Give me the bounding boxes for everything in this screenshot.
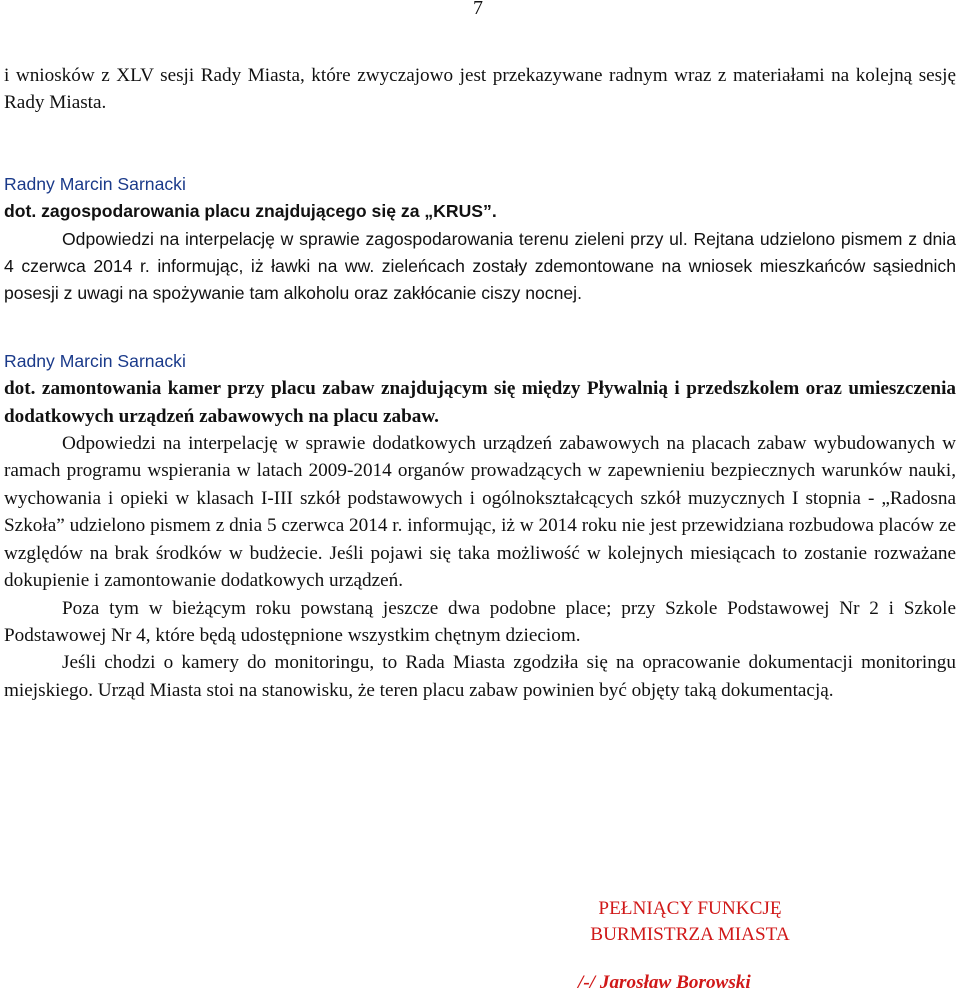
interpellation-subject: dot. zamontowania kamer przy placu zabaw znajdującym się między Pływalnią i przedszkolem oraz umieszczenia dodatkowych urządzeń zabawowych na placu zabaw.: [4, 378, 956, 427]
signature-title-line1: PEŁNIĄCY FUNKCJĘ: [598, 898, 782, 919]
interpellation-section-1: [4, 171, 956, 308]
answer-paragraph: Odpowiedzi na interpelację w sprawie dodatkowych urządzeń zabawowych na placach zabaw wybudowanych w ramach programu wspierania w latach 2009-2014 organów prowadzących w zapewnieniu bezpiecznych warunków nauki, wychowania i opieki w klasach I-III szkół podstawowych i ogólnokształcących szkół muzycznych I stopnia - „Radosna Szkoła” udzielono pismem z dnia 5 czerwca 2014 r. informując, iż w 2014 roku nie jest przewidziana rozbudowa placów ze względów na brak środków w budżecie. Jeśli pojawi się taka możliwość w kolejnych miesiącach to zostanie rozważane dokupienie i zamontowanie dodatkowych urządzeń.: [4, 433, 956, 592]
page-number: 7: [473, 0, 483, 19]
signer-name: /-/ Jarosław Borowski: [578, 972, 751, 993]
councillor-name: Radny Marcin Sarnacki: [4, 173, 186, 194]
spacer: [4, 308, 956, 348]
signature-block: [530, 896, 850, 948]
intro-paragraph: i wniosków z XLV sesji Rady Miasta, które zwyczajowo jest przekazywane radnym wraz z materiałami na kolejną sesję Rady Miasta.: [4, 65, 956, 114]
interpellation-answer: Odpowiedzi na interpelację w sprawie zagospodarowania terenu zieleni przy ul. Rejtana udzielono pismem z dnia 4 czerwca 2014 r. informując, iż ławki na ww. zieleńcach zostały zdemontowane na wniosek mieszkańców sąsiednich posesji z uwagi na spożywanie tam alkoholu oraz zakłócanie ciszy nocnej.: [4, 228, 956, 304]
interpellation-section-2: [4, 348, 956, 704]
answer-paragraph: Jeśli chodzi o kamery do monitoringu, to Rada Miasta zgodziła się na opracowanie dokumentacji monitoringu miejskiego. Urząd Miasta stoi na stanowisku, że teren placu zabaw powinien być objęty taką dokumentacją.: [4, 652, 956, 701]
councillor-name: Radny Marcin Sarnacki: [4, 350, 186, 371]
signature-title-line2: BURMISTRZA MIASTA: [590, 924, 790, 945]
answer-paragraph: Poza tym w bieżącym roku powstaną jeszcze dwa podobne place; przy Szkole Podstawowej Nr 2 i Szkole Podstawowej Nr 4, które będą udostępnione wszystkim chętnym dzieciom.: [4, 597, 956, 646]
interpellation-subject: dot. zagospodarowania placu znajdującego się za „KRUS”.: [4, 201, 497, 222]
spacer: [4, 117, 956, 171]
document-body: [4, 62, 956, 704]
